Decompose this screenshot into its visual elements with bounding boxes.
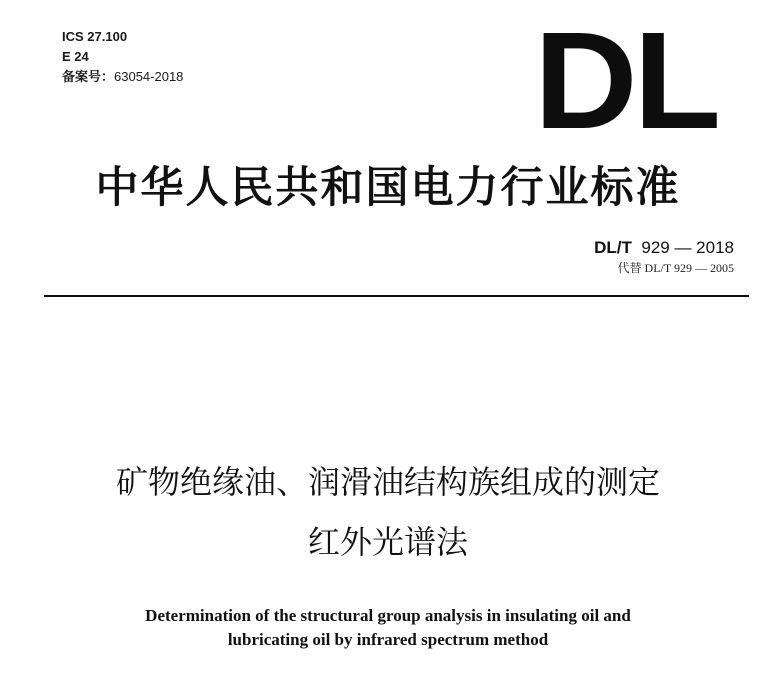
record-number-value: 63054-2018: [114, 69, 184, 84]
header-divider: [44, 295, 749, 297]
english-title-line-2: lubricating oil by infrared spectrum method: [227, 630, 549, 649]
english-title: [0, 604, 776, 652]
chinese-title-line-2: 红外光谱法: [307, 523, 468, 561]
record-number-label: 备案号：: [62, 69, 115, 84]
replaces-standard: 代替 DL/T 929 — 2005: [617, 261, 734, 275]
ics-code: ICS 27.100: [62, 29, 128, 44]
classification-block: [62, 27, 183, 87]
standard-code-label: DL/T: [594, 238, 632, 257]
standard-code-block: [594, 237, 734, 276]
chinese-title-line-1: 矿物绝缘油、润滑油结构族组成的测定: [115, 463, 660, 501]
dl-logo: DL: [534, 4, 718, 158]
standard-code-number: 929 — 2018: [641, 238, 734, 257]
ccs-code: E 24: [62, 49, 89, 64]
chinese-title: [0, 452, 776, 572]
english-title-line-1: Determination of the structural group analysis in insulating oil and: [145, 606, 631, 625]
record-number-line: [62, 67, 183, 87]
standard-code: [594, 237, 734, 259]
organization-title: 中华人民共和国电力行业标准: [95, 163, 681, 213]
